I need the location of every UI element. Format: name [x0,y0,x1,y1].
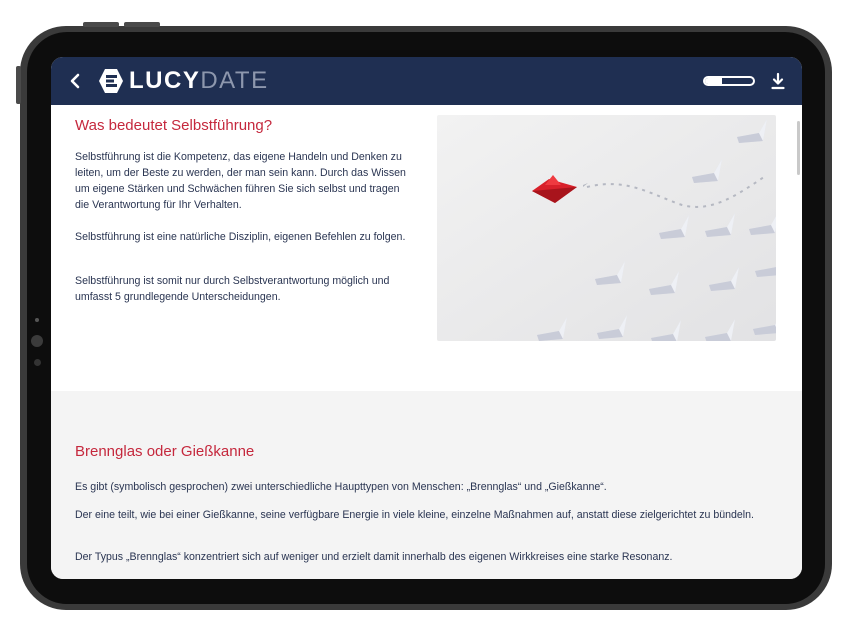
section-selbstfuehrung [51,105,802,391]
app-header [51,57,802,105]
lucydate-logo[interactable] [97,67,269,95]
logo-word-lucy: LUCY [129,67,201,94]
logo-word-date: DATE [200,67,269,94]
paragraph: Selbstführung ist somit nur durch Selbstverantwortung möglich und umfasst 5 grundlegende Unterscheidungen. [75,275,390,303]
volume-down-button [124,22,160,27]
power-button [16,66,21,104]
paragraph: Es gibt (symbolisch gesprochen) zwei unterschiedliche Haupttypen von Menschen: „Brennglas“ und „Gießkanne“. [75,481,607,493]
download-icon[interactable] [771,72,785,90]
section-title: Was bedeutet Selbstführung? [75,117,273,134]
scrollbar-thumb[interactable] [797,121,800,175]
chevron-left-icon[interactable] [68,72,82,90]
paragraph: Der Typus „Brennglas“ konzentriert sich auf weniger und erzielt damit innerhalb des eigenen Wirkkreises eine starke Resonanz. [75,551,673,563]
paragraph: Selbstführung ist die Kompetenz, das eigene Handeln und Denken zu leiten, um der Beste zu werden, der man sein kann. Durch das Wissen um eigene Stärken und Schwächen führen Sie sich selbst und tragen die Verantwortung für Ihr Verhalten. [75,151,406,211]
paper-boats-illustration [437,115,776,341]
sensor-dot-2 [34,359,41,366]
paragraph: Der eine teilt, wie bei einer Gießkanne, seine verfügbare Energie in viele kleine, einzelne Maßnahmen auf, anstatt diese zielgerichtet zu bündeln. [75,509,754,521]
section-title: Brennglas oder Gießkanne [75,443,255,460]
progress-fill [705,78,722,84]
logo-wordmark [129,67,269,95]
paragraph: Selbstführung ist eine natürliche Disziplin, eigenen Befehlen zu folgen. [75,231,406,243]
sensor-dot [35,318,39,322]
camera-lens [31,335,43,347]
volume-up-button [83,22,119,27]
app-screen [51,57,802,579]
progress-indicator [703,76,755,86]
section-brennglas [51,391,802,579]
logo-mark-icon [97,67,125,95]
